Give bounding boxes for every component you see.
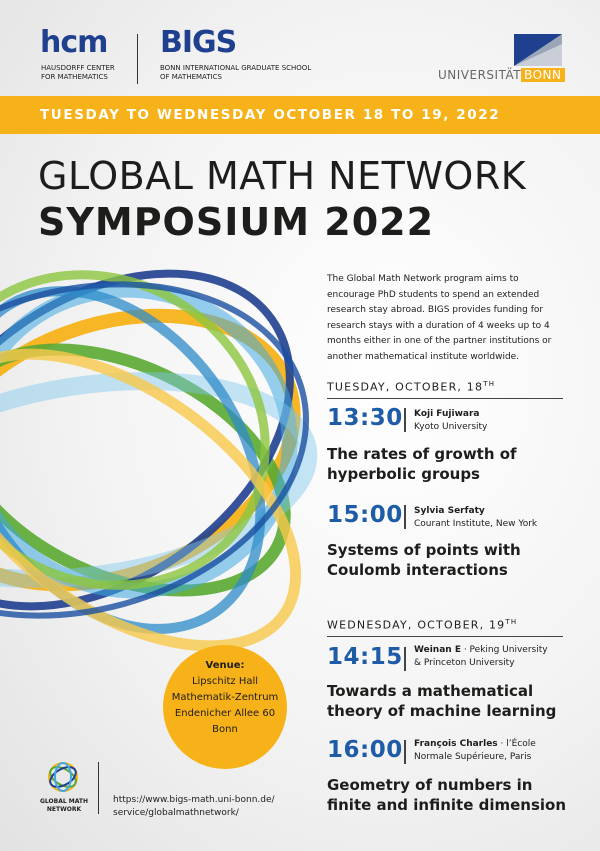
intro-text: The Global Math Network program aims to encourage PhD students to spend an extended research stay abroad. BIGS provides funding for research stays with a duration of 4 weeks up to 4 months either in one of the partner institutions or another mathematical institute worldwide. bbox=[327, 274, 552, 362]
time-divider bbox=[404, 505, 406, 529]
time-divider bbox=[404, 740, 406, 764]
footer-divider bbox=[98, 762, 99, 814]
talk-title: Geometry of numbers in finite and infinite dimension bbox=[327, 776, 567, 814]
uni-bonn-emblem-icon bbox=[514, 34, 562, 66]
speaker-info: Sylvia Serfaty Courant Institute, New York bbox=[414, 506, 538, 529]
hcm-logo: hcm bbox=[40, 25, 108, 60]
page-title: GLOBAL MATH NETWORK bbox=[38, 154, 527, 198]
info-link[interactable]: https://www.bigs-math.uni-bonn.de/ service/globalmathnetwork/ bbox=[113, 795, 275, 818]
talk-title: Towards a mathematical theory of machine learning bbox=[327, 682, 557, 720]
speaker-info: Koji Fujiwara Kyoto University bbox=[414, 409, 488, 432]
day-header: TUESDAY, OCTOBER, 18TH bbox=[327, 380, 496, 394]
bigs-logo: BIGS bbox=[160, 25, 237, 60]
global-math-network-logo-icon bbox=[46, 760, 80, 794]
talk-title: Systems of points with Coulomb interactions bbox=[327, 541, 521, 579]
talk-time: 15:00 bbox=[327, 502, 403, 528]
venue-text: Venue: Lipschitz Hall Mathematik-Zentrum Endenicher Allee 60 Bonn bbox=[171, 660, 279, 735]
speaker-info: Weinan E · Peking University & Princeton University bbox=[414, 645, 548, 668]
hcm-subtitle: HAUSDORFF CENTER FOR MATHEMATICS bbox=[41, 64, 115, 81]
talk-time: 13:30 bbox=[327, 405, 403, 431]
global-math-network-label: GLOBAL MATH NETWORK bbox=[39, 798, 89, 813]
bigs-subtitle: BONN INTERNATIONAL GRADUATE SCHOOL OF MATHEMATICS bbox=[160, 64, 312, 81]
decorative-rings bbox=[0, 240, 330, 700]
uni-bonn-wordmark: UNIVERSITÄT BONN bbox=[438, 68, 565, 82]
talk-time: 16:00 bbox=[327, 737, 403, 763]
talk-title: The rates of growth of hyperbolic groups bbox=[327, 445, 517, 483]
day-header: WEDNESDAY, OCTOBER, 19TH bbox=[327, 618, 518, 632]
day-rule bbox=[327, 398, 563, 399]
header-divider bbox=[137, 34, 138, 84]
talk-time: 14:15 bbox=[327, 644, 403, 670]
time-divider bbox=[404, 408, 406, 432]
day-rule bbox=[327, 636, 563, 637]
date-band-text: TUESDAY TO WEDNESDAY OCTOBER 18 TO 19, 2022 bbox=[40, 107, 501, 123]
time-divider bbox=[404, 647, 406, 671]
speaker-info: François Charles · l’École Normale Supérieure, Paris bbox=[414, 739, 536, 762]
page-subtitle: SYMPOSIUM 2022 bbox=[38, 200, 435, 244]
